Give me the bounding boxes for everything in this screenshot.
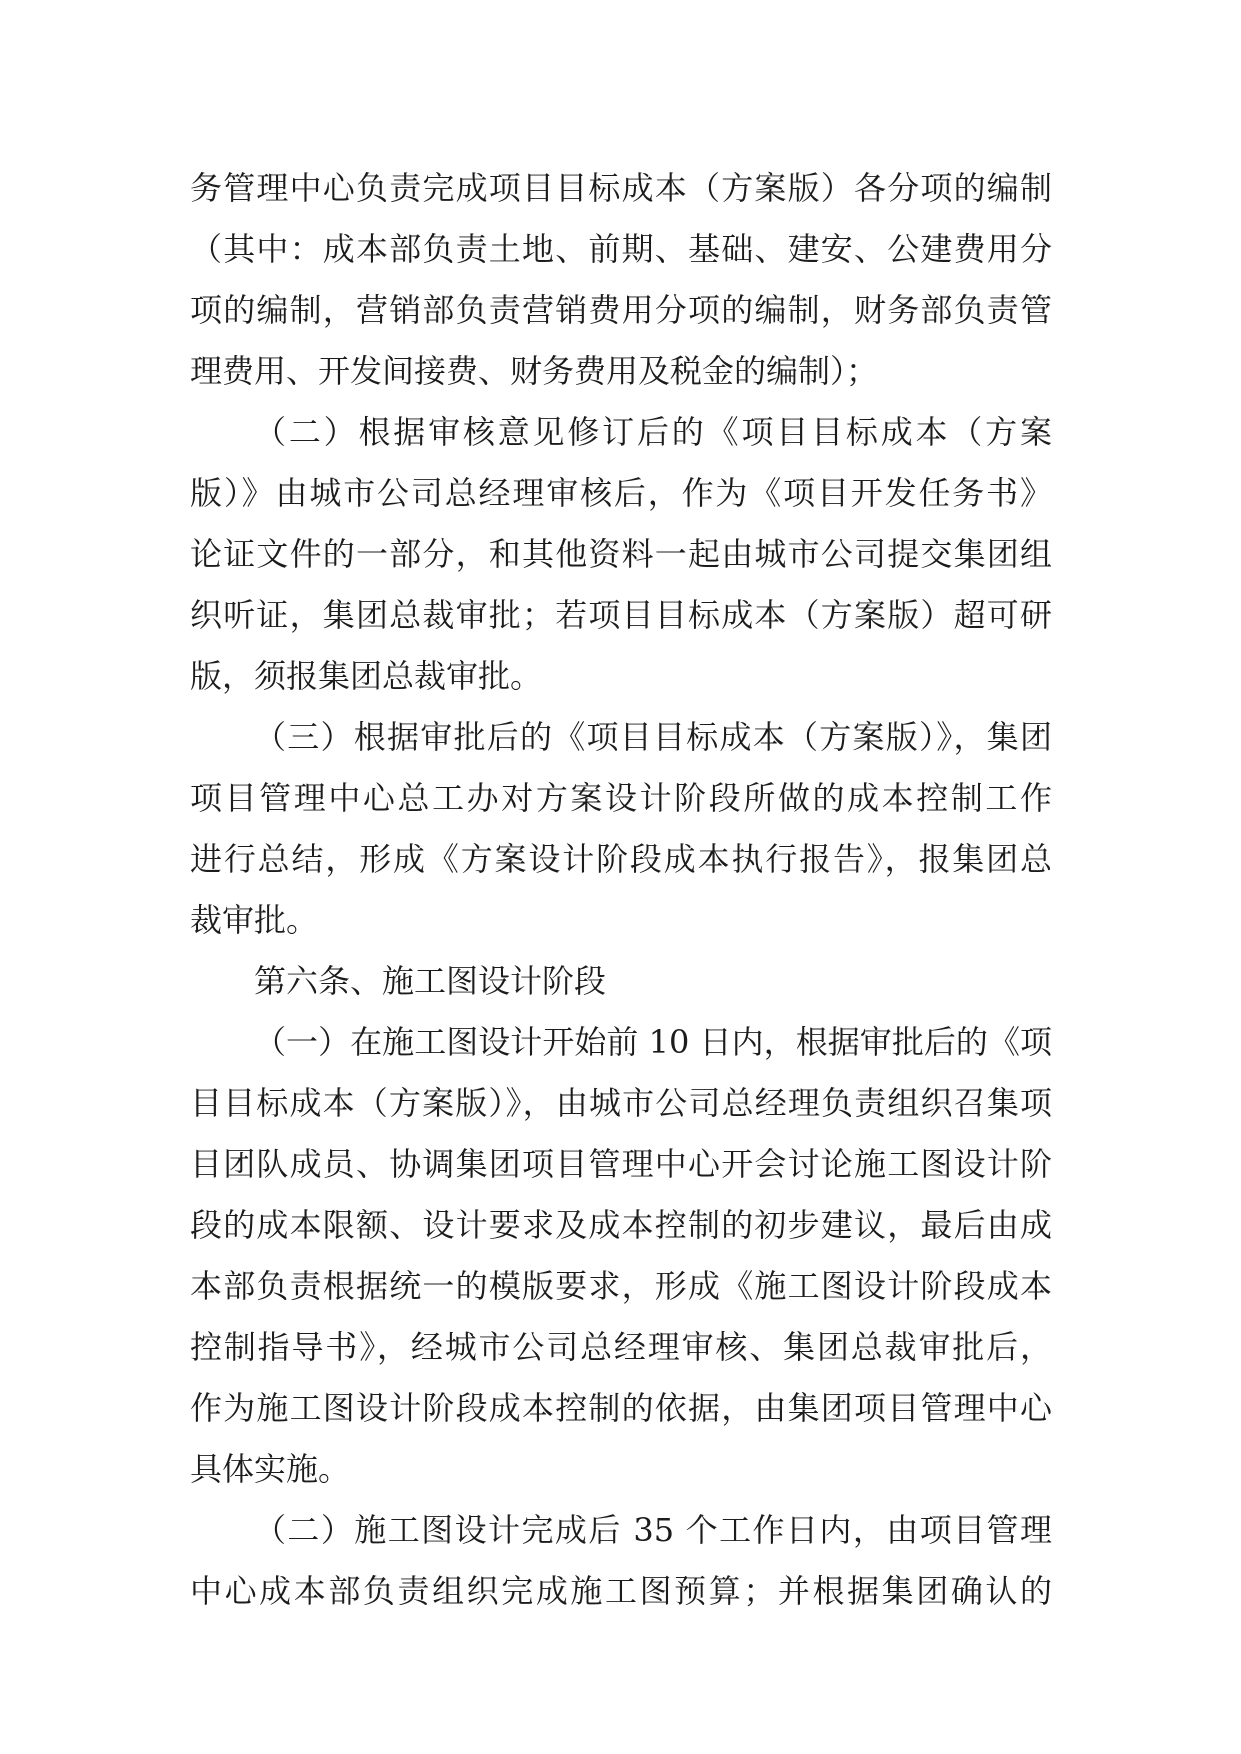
- text-line: 项目管理中心总工办对方案设计阶段所做的成本控制工作: [190, 779, 1052, 817]
- text-line: 版）》由城市公司总经理审核后，作为《项目开发任务书》: [190, 474, 1052, 512]
- text-line: 目目标成本（方案版）》，由城市公司总经理负责组织召集项: [190, 1084, 1052, 1122]
- text-line: 裁审批。: [190, 901, 319, 939]
- text-line: 织听证，集团总裁审批；若项目目标成本（方案版）超可研: [190, 596, 1052, 634]
- text-line: 作为施工图设计阶段成本控制的依据，由集团项目管理中心: [190, 1389, 1052, 1427]
- text-line: 本部负责根据统一的模版要求，形成《施工图设计阶段成本: [190, 1267, 1052, 1305]
- text-line: 中心成本部负责组织完成施工图预算；并根据集团确认的: [190, 1572, 1052, 1610]
- text-line: 理费用、开发间接费、财务费用及税金的编制）；: [190, 352, 879, 390]
- section-heading: 第六条、施工图设计阶段: [254, 962, 607, 1000]
- text-line: 版，须报集团总裁审批。: [190, 657, 543, 695]
- text-line: 目团队成员、协调集团项目管理中心开会讨论施工图设计阶: [190, 1145, 1052, 1183]
- text-line: （其中：成本部负责土地、前期、基础、建安、公建费用分: [190, 230, 1052, 268]
- text-line: 进行总结，形成《方案设计阶段成本执行报告》，报集团总: [190, 840, 1052, 878]
- text-line: 项的编制，营销部负责营销费用分项的编制，财务部负责管: [190, 291, 1052, 329]
- text-line: 务管理中心负责完成项目目标成本（方案版）各分项的编制: [190, 169, 1052, 207]
- paragraph-start-line: （二）根据审核意见修订后的《项目目标成本（方案: [254, 413, 1052, 451]
- document-page: [190, 158, 1052, 1622]
- text-line: 论证文件的一部分，和其他资料一起由城市公司提交集团组: [190, 535, 1052, 573]
- paragraph-start-line: （三）根据审批后的《项目目标成本（方案版）》，集团: [254, 718, 1052, 756]
- text-line: 控制指导书》，经城市公司总经理审核、集团总裁审批后，: [190, 1328, 1052, 1366]
- paragraph-start-line: （一）在施工图设计开始前 10 日内，根据审批后的《项: [254, 1023, 1052, 1061]
- text-line: 具体实施。: [190, 1450, 351, 1488]
- text-line: 段的成本限额、设计要求及成本控制的初步建议，最后由成: [190, 1206, 1052, 1244]
- paragraph-start-line: （二）施工图设计完成后 35 个工作日内，由项目管理: [254, 1511, 1052, 1549]
